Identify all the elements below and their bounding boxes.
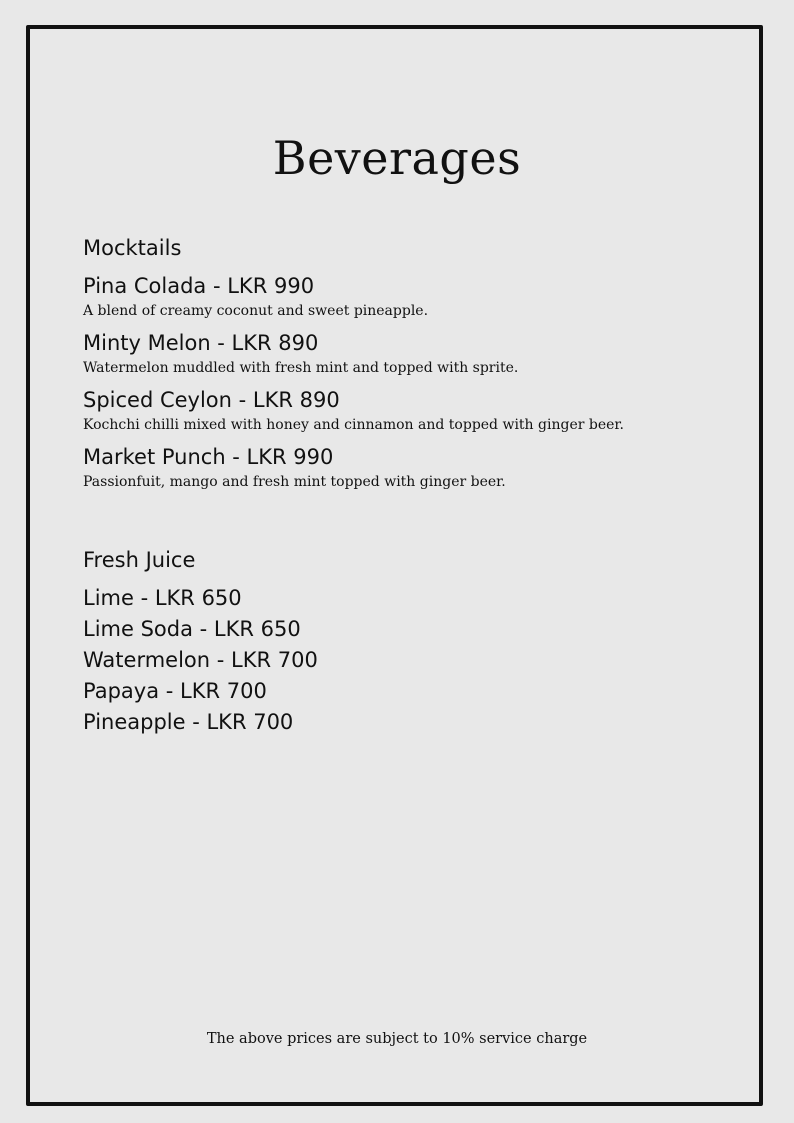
menu-item-name: Market Punch - LKR 990 bbox=[83, 445, 334, 469]
menu-item-pina-colada bbox=[83, 273, 723, 322]
page-title: Beverages bbox=[272, 131, 522, 185]
juice-item-lime-soda: Lime Soda - LKR 650 bbox=[83, 617, 301, 641]
menu-item-description: Watermelon muddled with fresh mint and topped with sprite. bbox=[83, 360, 519, 376]
menu-item-description: A blend of creamy coconut and sweet pineapple. bbox=[83, 303, 429, 319]
juice-item-lime: Lime - LKR 650 bbox=[83, 586, 242, 610]
menu-item-name: Pina Colada - LKR 990 bbox=[83, 274, 315, 298]
section-heading-fresh-juice: Fresh Juice bbox=[83, 548, 196, 572]
menu-item-market-punch bbox=[83, 444, 723, 493]
juice-item-watermelon: Watermelon - LKR 700 bbox=[83, 648, 318, 672]
menu-content bbox=[83, 233, 723, 738]
menu-item-description: Passionfuit, mango and fresh mint topped with ginger beer. bbox=[83, 474, 506, 490]
section-heading-mocktails: Mocktails bbox=[83, 236, 182, 260]
menu-item-name: Minty Melon - LKR 890 bbox=[83, 331, 319, 355]
menu-item-minty-melon bbox=[83, 330, 723, 379]
service-charge-note: The above prices are subject to 10% service charge bbox=[206, 1031, 588, 1047]
menu-item-name: Spiced Ceylon - LKR 890 bbox=[83, 388, 340, 412]
juice-item-pineapple: Pineapple - LKR 700 bbox=[83, 710, 294, 734]
menu-item-description: Kochchi chilli mixed with honey and cinnamon and topped with ginger beer. bbox=[83, 417, 625, 433]
juice-item-papaya: Papaya - LKR 700 bbox=[83, 679, 267, 703]
menu-item-spiced-ceylon bbox=[83, 387, 723, 436]
